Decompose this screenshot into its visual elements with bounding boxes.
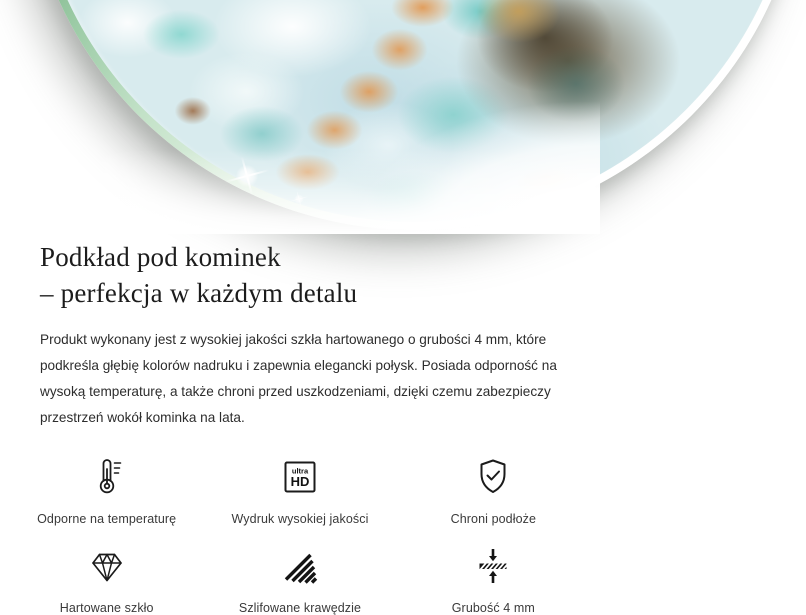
- feature-tempered-glass: [10, 541, 203, 615]
- feature-thickness: [397, 541, 590, 615]
- ultra-hd-icon: [278, 452, 322, 502]
- thermometer-icon: [85, 452, 129, 502]
- feature-label: Hartowane szkło: [59, 601, 154, 615]
- feature-label: Wydruk wysokiej jakości: [231, 512, 369, 526]
- page-title-line2: – perfekcja w każdym detalu: [40, 278, 358, 308]
- page-title: [40, 239, 560, 311]
- feature-print-quality: [203, 452, 396, 526]
- svg-text:HD: HD: [290, 474, 310, 489]
- product-hero-image: [0, 0, 600, 234]
- thickness-4mm-icon: [471, 541, 515, 591]
- product-description-section: [0, 239, 600, 431]
- diamond-icon: [85, 541, 129, 591]
- feature-protects-floor: [397, 452, 590, 526]
- feature-polished-edges: [203, 541, 396, 615]
- feature-label: Szlifowane krawędzie: [238, 601, 362, 615]
- feature-label: Chroni podłoże: [450, 512, 537, 526]
- feature-label: Odporne na temperaturę: [37, 512, 177, 526]
- polished-edges-icon: [278, 541, 322, 591]
- svg-text:ultra: ultra: [291, 466, 309, 476]
- shield-check-icon: [471, 452, 515, 502]
- feature-grid: [0, 452, 600, 615]
- feature-temperature: [10, 452, 203, 526]
- feature-label: Grubość 4 mm: [451, 601, 535, 615]
- page-title-line1: Podkład pod kominek: [40, 242, 281, 272]
- product-description-text: Produkt wykonany jest z wysokiej jakości szkła hartowanego o grubości 4 mm, które podkreśla głębię kolorów nadruku i zapewnia elegancki połysk. Posiada odporność na wysoką temperaturę, a także chroni przed uszkodzeniami, dzięki czemu zabezpieczy przestrzeń wokół kominka na lata.: [40, 332, 557, 425]
